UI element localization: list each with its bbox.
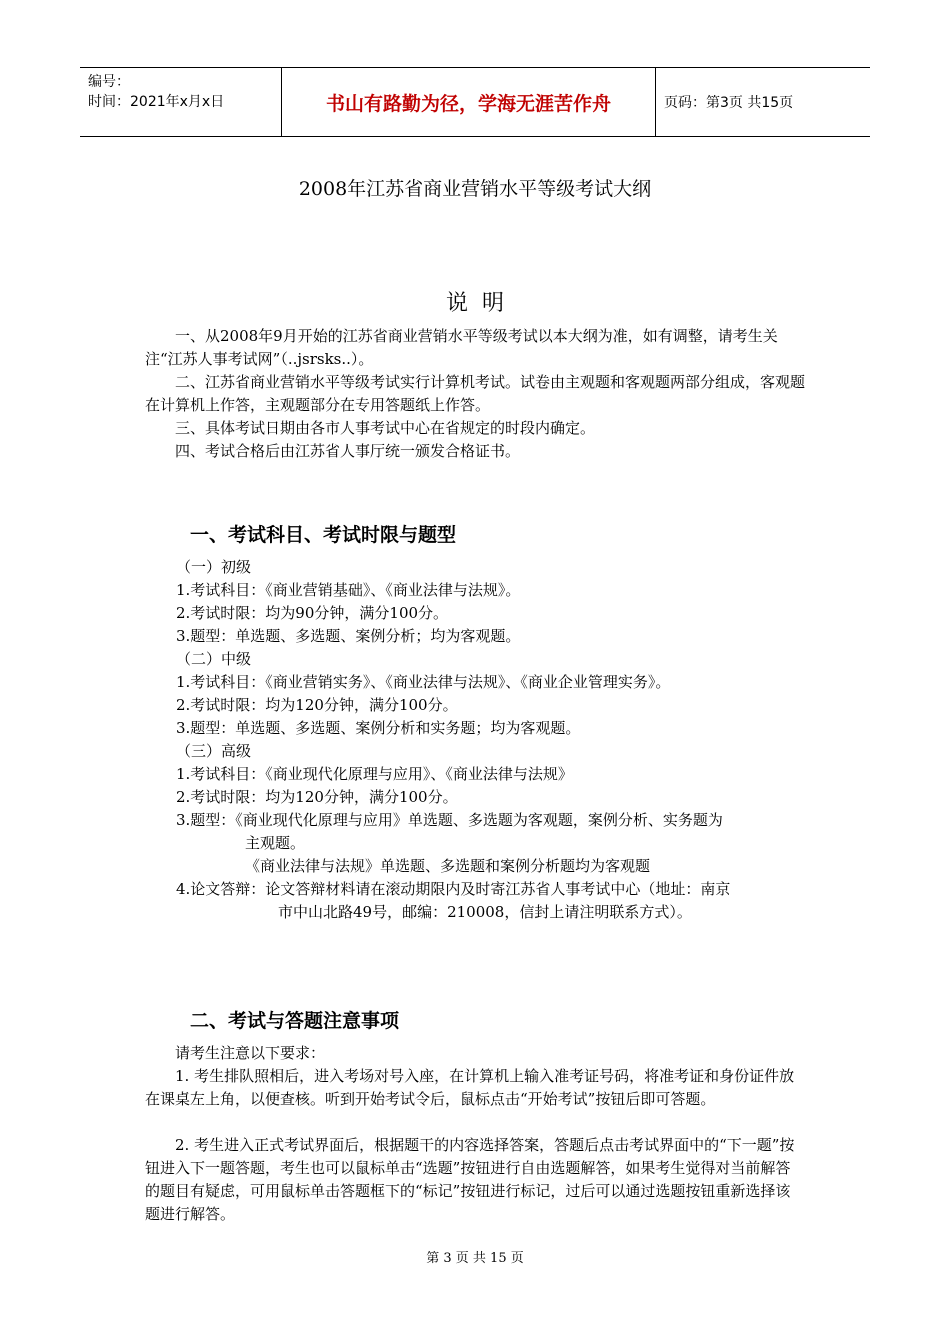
document-number-label: 编号： bbox=[88, 74, 130, 90]
section1-line: （一）初级 bbox=[176, 558, 252, 576]
section2-paragraph: 请考生注意以下要求： bbox=[175, 1044, 326, 1062]
section1-line: 2.考试时限：均为120分钟，满分100分。 bbox=[176, 696, 458, 714]
section1-line: 1.考试科目：《商业营销实务》、《商业法律与法规》、《商业企业管理实务》。 bbox=[176, 673, 671, 691]
header-meta-cell bbox=[80, 68, 282, 136]
section1-line: 3.题型：《商业现代化原理与应用》单选题、多选题为客观题，案例分析、实务题为 bbox=[176, 811, 723, 829]
section1-line: 4.论文答辩：论文答辩材料请在滚动期限内及时寄江苏省人事考试中心（地址：南京 bbox=[176, 880, 731, 898]
header-motto: 书山有路勤为径，学海无涯苦作舟 bbox=[325, 92, 611, 115]
section1-line: 2.考试时限：均为120分钟，满分100分。 bbox=[176, 788, 458, 806]
section1-line: 主观题。 bbox=[245, 834, 306, 852]
section2-heading: 二、考试与答题注意事项 bbox=[190, 1010, 400, 1032]
explanation-paragraph: 四、考试合格后由江苏省人事厅统一颁发合格证书。 bbox=[175, 442, 521, 460]
header-page-cell bbox=[656, 68, 870, 136]
section1-line: 市中山北路49号，邮编：210008，信封上请注明联系方式）。 bbox=[278, 903, 692, 921]
explanation-paragraph: 一、从2008年9月开始的江苏省商业营销水平等级考试以本大纲为准，如有调整，请考生关注“江苏人事考试网”（..jsrsks..）。 bbox=[145, 327, 778, 368]
section1-line: （二）中级 bbox=[176, 650, 252, 668]
header-table bbox=[80, 67, 870, 137]
section1-heading: 一、考试科目、考试时限与题型 bbox=[190, 524, 457, 546]
document-time-label: 时间：2021年x月x日 bbox=[88, 94, 225, 110]
section1-line: 1.考试科目：《商业现代化原理与应用》、《商业法律与法规》 bbox=[176, 765, 573, 783]
explanation-paragraph: 三、具体考试日期由各市人事考试中心在省规定的时段内确定。 bbox=[175, 419, 596, 437]
section1-line: 3.题型：单选题、多选题、案例分析；均为客观题。 bbox=[176, 627, 521, 645]
section1-line: 2.考试时限：均为90分钟，满分100分。 bbox=[176, 604, 449, 622]
section1-line: 3.题型：单选题、多选题、案例分析和实务题；均为客观题。 bbox=[176, 719, 581, 737]
section2-paragraph: 2. 考生进入正式考试界面后，根据题干的内容选择答案，答题后点击考试界面中的“下一题”按钮进入下一题答题，考生也可以鼠标单击“选题”按钮进行自由选题解答，如果考生觉得对当前解答的题目有疑虑，可用鼠标单击答题框下的“标记”按钮进行标记，过后可以通过选题按钮重新选择该题进行解答。 bbox=[145, 1136, 795, 1223]
section1-line: 《商业法律与法规》单选题、多选题和案例分析题均为客观题 bbox=[245, 857, 651, 875]
explanation-paragraph: 二、江苏省商业营销水平等级考试实行计算机考试。试卷由主观题和客观题两部分组成，客观题在计算机上作答，主观题部分在专用答题纸上作答。 bbox=[145, 373, 806, 414]
header-page-info: 页码：第3页 共15页 bbox=[664, 95, 794, 111]
explanation-heading: 说 明 bbox=[446, 291, 504, 316]
page-footer: 第 3 页 共 15 页 bbox=[426, 1251, 524, 1266]
header-motto-cell bbox=[282, 68, 656, 136]
section2-paragraph: 1. 考生排队照相后，进入考场对号入座，在计算机上输入准考证号码，将准考证和身份证件放在课桌左上角，以便查核。听到开始考试令后，鼠标点击“开始考试”按钮后即可答题。 bbox=[145, 1067, 795, 1108]
document-title: 2008年江苏省商业营销水平等级考试大纲 bbox=[298, 178, 652, 200]
section1-line: （三）高级 bbox=[176, 742, 252, 760]
section1-line: 1.考试科目：《商业营销基础》、《商业法律与法规》。 bbox=[176, 581, 521, 599]
